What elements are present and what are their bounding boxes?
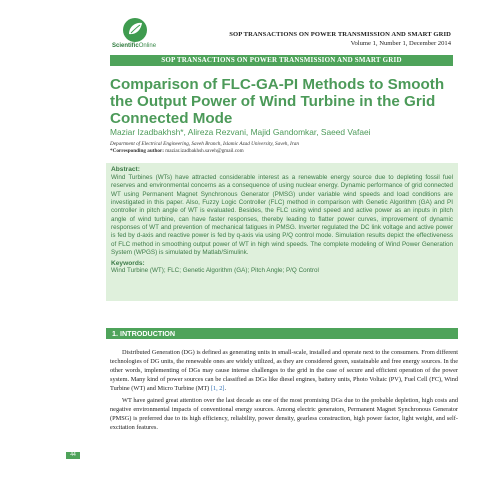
keywords-text: Wind Turbine (WT); FLC; Genetic Algorithm (GA); Pitch Angle; P/Q Control <box>111 267 319 275</box>
corresponding-author <box>110 148 460 154</box>
paper-authors: Maziar Izadbakhsh*, Alireza Rezvani, Majid Gandomkar, Saeed Vafaei <box>110 127 371 137</box>
journal-banner: SOP TRANSACTIONS ON POWER TRANSMISSION AND SMART GRID <box>110 55 453 66</box>
abstract-box <box>106 163 458 301</box>
leaf-logo-icon <box>122 17 148 43</box>
body-text <box>110 348 458 435</box>
journal-logo <box>112 17 160 57</box>
journal-name: SOP TRANSACTIONS ON POWER TRANSMISSION AND SMART GRID <box>229 31 451 38</box>
citation-link[interactable]: [1, 2] <box>210 385 225 392</box>
body-paragraph: WT have gained great attention over the last decade as one of the most promising DGs due to the probable depletion, high costs and negative environmental impacts of conventional energy sources. Among electric generators, Permanent Magnet Synchronous Generator (PMSG) is preferred due to its high efficiency, reliability, power density, gearless construction, high power factor, light weight, and self-excitation features. <box>110 397 458 431</box>
journal-issue: Volume 1, Number 1, December 2014 <box>350 40 451 47</box>
journal-header <box>229 30 451 48</box>
logo-brand-text: ScientificOnline <box>112 43 157 49</box>
section-heading: 1. INTRODUCTION <box>106 328 458 339</box>
corresponding-label: *Corresponding author: <box>110 148 164 154</box>
keywords-label: Keywords: <box>111 260 145 268</box>
paper-title: Comparison of FLC-GA-PI Methods to Smooth the Output Power of Wind Turbine in the Grid Connected Mode <box>110 76 445 127</box>
body-paragraph: Distributed Generation (DG) is defined as generating units in small-scale, installed and operate next to the consumers. From different technologies of DG units, the renewable ones are widely utilized, as they are considered green, sustainable and free energy sources. In the other words, implementing of DGs may cause intense challenges to the grid in the case of secure and efficient operation of the power system. Many kind of power sources can be classified as DGs like diesel engines, battery units, Photo Voltaic (PV), Fuel Cell (FC), Wind Turbine (WT) and Micro Turbine (MT) [1, 2]. <box>110 349 458 392</box>
page-number: 44 <box>66 452 80 459</box>
author-affiliation: Department of Electrical Engineering, Saveh Branch, Islamic Azad University, Saveh, Iran <box>110 141 299 147</box>
abstract-label: Abstract: <box>111 166 140 173</box>
abstract-text: Wind Turbines (WTs) have attracted considerable interest as a renewable energy source due to depleting fossil fuel reserves and environmental concerns as a consequence of using nuclear energy. Dynamic performance of grid connected WT using Permanent Magnet Synchronous Generator (PMSG) under variable wind speeds and load conditions are investigated in this paper. Also, Fuzzy Logic Controller (FLC) method in comparison with Genetic Algorithm (GA) and PI controller in pitch angle of WT is evaluated. Besides, the FLC using wind speed and active power as an inputs in pitch angle of wind turbine, can have faster responses, thereby leading to flatter power curves, improvement of dynamic responses of WT and prevention of mechanical fatigues in PMSG. Inverter regulated the DC link voltage and active power is fed by d-axis and reactive power is fed by q-axis via using P/Q control mode. Simulation results depict the effectiveness of FLC method in smoothing output power of WT in high wind speeds. The complete modeling of Wind Power Generation System (WPGS) is simulated by Matlab/Simulink. <box>111 174 453 257</box>
corresponding-email: maziar.izadbakhsh.saveh@gmail.com <box>165 148 244 154</box>
